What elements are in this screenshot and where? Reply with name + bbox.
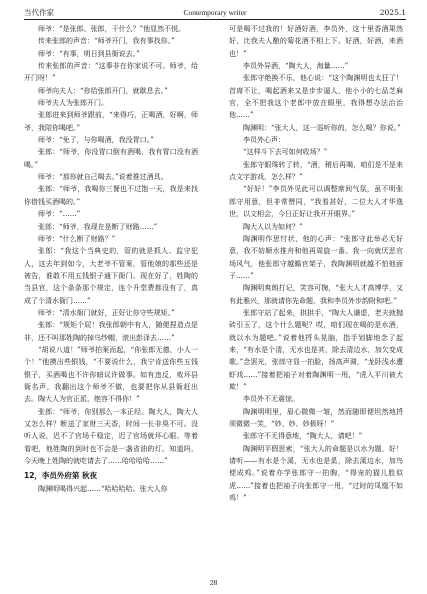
paragraph: 师爷夫人为张郎开门。 xyxy=(38,99,108,108)
paragraph: 可是喝不过我的！好酒好酒，李员外，这十里香酒果然好，比我夫人酿的菊花酒不相上下。好酒，好酒，来酒也！” xyxy=(229,25,403,58)
magazine-title: 当代作家 xyxy=(24,8,54,17)
paragraph: 张郎：“师爷，我喝你三餐也不过饱一天，我是来找你借钱买酒喝的。” xyxy=(24,185,198,206)
issue-number: 2025.1 xyxy=(379,8,406,17)
paragraph: “胡说八道！”师爷拍案而起，“你张郎无德，小人一个！”他摸出些银钱，“不要说什么，我宁肯送你些五钱银子，买酒喝也不许你暗议许做事。如有违反，败坏县衙名声，我翻出这个师爷不做，也要把你从县衙赶出去。陶大人为官正派，绝容不得你！” xyxy=(24,345,198,404)
paragraph: 陶渊明明里，眉心微微一皱，然而随即便坦然地捋须微微一笑，“妙、妙、妙极呀！” xyxy=(229,407,403,428)
paragraph: 师爷向夫人：“你给张郎开门，就歇息去。” xyxy=(38,86,168,95)
right-column xyxy=(229,23,403,575)
paragraph: 张郎：“师爷，你别那么一本正经。陶大人，陶大人又怎么样？断送了家财三天香，时间一长非臭不可。没听人说，迟不了官场千稳定，迟了官场就坏心眼。等着看吧，他姓陶的到时也不会是一盏省油的灯。知道吗，今天晚上姓陶的就吃请去了……哈哈哈哈……” xyxy=(24,407,198,466)
paragraph: 师爷：“那你就自己喝去。”说着推过酒具。 xyxy=(38,173,168,182)
paragraph: 张郎守绝换不乐，他心说：“这个陶渊明也太狂了！首席不让，喝起酒来又是步步逼人，他小小的七品芝麻官，全不把我这个老郎中放在眼里，我得想办法治治他……” xyxy=(229,74,403,120)
paragraph: 张郎守眼珠转了转，“酒，稍后再喝，咱们是不是来点文字游戏，怎么样？” xyxy=(229,160,403,182)
paragraph: 师爷：“免了，与你喝酒，我没胃口。” xyxy=(38,136,154,145)
paragraph: 师爷：“有事，明日到县衙说去。” xyxy=(38,49,140,58)
paragraph: 陶渊明爽朗打记，笑容可掬，“张大人才高博学，又有此雅兴，那就请你先命题，我和李员外步韵附和吧。” xyxy=(229,284,403,305)
section-heading: 12，李员外府第 秋夜 xyxy=(24,471,98,481)
magazine-english-title: Contemporary writer xyxy=(183,8,247,17)
paragraph: 张郎进来到师爷跟前，“来得巧，正喝酒，好啊，师爷，我陪你喝吧。” xyxy=(24,111,198,132)
paragraph: 陶渊明喝得兴起……“哈哈哈哈。张大人你 xyxy=(38,485,168,494)
paragraph: 陶渊明：“张大人，这一巡听你的，怎么喝？你说。” xyxy=(243,123,401,132)
paragraph: 陶渊明作思忖状，他的心声：“张郎守此举必无好意，我不妨顺水推舟和他再周旋一番。我一向就厌恶官场风气，他张郎守越瞻官架子，我陶渊明就越不怕他面子……” xyxy=(229,234,403,280)
paragraph: 张郎守站了起来，拱拱手，“陶大人谦虚，老夫就抛砖引玉了，这个什么题呢？哎，咱们现在喝的是水酒，就以水为题吧。”说着他捋头晃脑，指手划脚地念了起来，“有水是个清，无水也是其，除去清边水，加欠变成歌。”念罢光，张郎守显一拍脸，扬高声调，“龙卧浅水遭虾戏……”接着把袖子对着陶渊明一甩，“虎入平川被犬欺！” xyxy=(229,308,403,391)
paragraph: 李员外不无震惊。 xyxy=(243,395,299,404)
paragraph: 张郎：“我这个当典史的，管的就是抓人、监守犯人，这去年到如今，大老爷不管案，管他娘的那些还是被告，谁敢不用五钱银子通下衙门。现在好了，姓陶的当县官，这个条条那个规定，连个升堂费都没有了，真成了个清水衙门……” xyxy=(24,247,198,305)
paragraph: 张郎：“规矩个屁！我张郎朝中有人，随便捏造点是非，还不叫那姓陶的掉乌纱帽，滚出彭泽去……” xyxy=(24,321,198,342)
paragraph: 张郎守不无得意地，“陶大人，请吧！” xyxy=(243,432,363,441)
left-column xyxy=(24,23,198,575)
paragraph: 传来张郎的声音：“这事非在你家说不可。师爷，给开门呀！” xyxy=(24,62,198,83)
paragraph: 陶渊明平假思索，“张大人的命题是以水为题，好！请听——有水是个溪，无水也是奚，除去溪边水，加鸟便成鸡。”说着亦学张郎守一拍胸，“得宠的猫儿胜似虎……”接着也把袖子向张郎守一甩，“过时的凤凰不如鸡！” xyxy=(229,444,403,503)
paragraph: 陶大人以为如何？” xyxy=(243,222,303,231)
paragraph: “好好！”李员外见此可以调整席间气氛，虽不明张郎守用意，但非常赞同，“我看甚好，二位大人才华逸世，以文相会，今日正好让我开开眼界。” xyxy=(229,185,403,219)
page-number: 28 xyxy=(209,578,218,587)
paragraph: 张郎：“师爷，我现在是断了财路……” xyxy=(38,222,158,231)
paragraph: 师爷：“什么断了财路？” xyxy=(38,234,116,243)
paragraph: 传来张郎的声音：“师爷开门，我有事找你。” xyxy=(38,37,175,46)
paragraph: “这样斗下去可如何收场？” xyxy=(243,148,328,157)
page-header xyxy=(24,8,406,20)
paragraph: 师爷：“清水衙门就好，正好让你守些规矩。” xyxy=(38,308,175,317)
paragraph: 张郎：“师爷，你没胃口倒有酒喝，我有胃口没有酒喝。” xyxy=(24,148,198,169)
paragraph: 师爷：“……” xyxy=(38,210,81,219)
paragraph: 李员外心声： xyxy=(243,136,285,145)
paragraph: 师爷：“是张郎。张郎，干什么？”他显然不悦。 xyxy=(38,25,186,33)
paragraph: 李员外异酒，“陶大人，海量……” xyxy=(243,62,349,71)
